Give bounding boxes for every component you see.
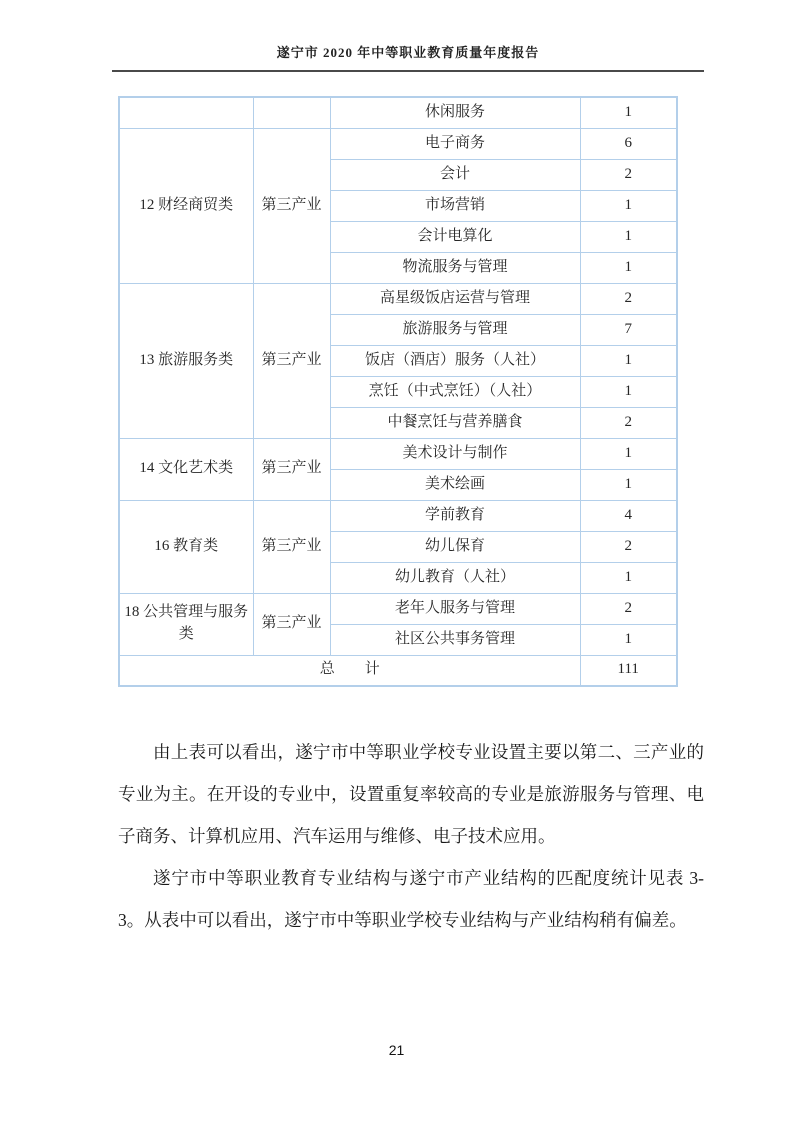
count-cell: 1 xyxy=(580,562,677,593)
total-row xyxy=(119,655,677,686)
industry-cell: 第三产业 xyxy=(253,500,330,593)
major-cell: 旅游服务与管理 xyxy=(330,314,580,345)
table-row xyxy=(119,283,677,314)
major-cell: 饭店（酒店）服务（人社） xyxy=(330,345,580,376)
page-header-title: 遂宁市 2020 年中等职业教育质量年度报告 xyxy=(276,45,540,60)
total-label-cell: 总 计 xyxy=(119,655,580,686)
table-row xyxy=(119,438,677,469)
industry-cell: 第三产业 xyxy=(253,128,330,283)
category-cell: 12 财经商贸类 xyxy=(119,128,253,283)
page-header xyxy=(112,42,704,72)
page-number: 21 xyxy=(388,1042,405,1058)
major-cell: 社区公共事务管理 xyxy=(330,624,580,655)
major-cell: 烹饪（中式烹饪）（人社） xyxy=(330,376,580,407)
category-cell: 18 公共管理与服务类 xyxy=(119,593,253,655)
major-cell: 市场营销 xyxy=(330,190,580,221)
major-cell: 电子商务 xyxy=(330,128,580,159)
count-cell: 2 xyxy=(580,531,677,562)
count-cell: 2 xyxy=(580,159,677,190)
industry-cell: 第三产业 xyxy=(253,283,330,438)
count-cell: 2 xyxy=(580,283,677,314)
count-cell: 1 xyxy=(580,624,677,655)
major-cell: 学前教育 xyxy=(330,500,580,531)
major-cell: 幼儿教育（人社） xyxy=(330,562,580,593)
category-cell: 13 旅游服务类 xyxy=(119,283,253,438)
count-cell: 1 xyxy=(580,345,677,376)
category-cell-empty xyxy=(119,97,253,128)
table-row xyxy=(119,593,677,624)
major-cell: 高星级饭店运营与管理 xyxy=(330,283,580,314)
major-cell: 美术绘画 xyxy=(330,469,580,500)
major-cell: 休闲服务 xyxy=(330,97,580,128)
count-cell: 4 xyxy=(580,500,677,531)
majors-table xyxy=(118,96,678,687)
total-value-cell: 111 xyxy=(580,655,677,686)
count-cell: 1 xyxy=(580,252,677,283)
major-cell: 幼儿保育 xyxy=(330,531,580,562)
count-cell: 6 xyxy=(580,128,677,159)
paragraph-1: 由上表可以看出，遂宁市中等职业学校专业设置主要以第二、三产业的专业为主。在开设的专业中，设置重复率较高的专业是旅游服务与管理、电子商务、计算机应用、汽车运用与维修、电子技术应用。 xyxy=(118,742,704,846)
major-cell: 会计 xyxy=(330,159,580,190)
count-cell: 2 xyxy=(580,407,677,438)
count-cell: 1 xyxy=(580,438,677,469)
paragraph-2: 遂宁市中等职业教育专业结构与遂宁市产业结构的匹配度统计见表 3-3。从表中可以看出，遂宁市中等职业学校专业结构与产业结构稍有偏差。 xyxy=(118,868,704,930)
industry-cell: 第三产业 xyxy=(253,438,330,500)
count-cell: 7 xyxy=(580,314,677,345)
category-cell: 16 教育类 xyxy=(119,500,253,593)
count-cell: 1 xyxy=(580,376,677,407)
count-cell: 1 xyxy=(580,469,677,500)
major-cell: 物流服务与管理 xyxy=(330,252,580,283)
count-cell: 2 xyxy=(580,593,677,624)
table-row xyxy=(119,97,677,128)
industry-cell-empty xyxy=(253,97,330,128)
category-cell: 14 文化艺术类 xyxy=(119,438,253,500)
body-text xyxy=(118,731,704,941)
table-row xyxy=(119,500,677,531)
count-cell: 1 xyxy=(580,190,677,221)
count-cell: 1 xyxy=(580,97,677,128)
table-row xyxy=(119,128,677,159)
major-cell: 中餐烹饪与营养膳食 xyxy=(330,407,580,438)
major-cell: 老年人服务与管理 xyxy=(330,593,580,624)
count-cell: 1 xyxy=(580,221,677,252)
major-cell: 会计电算化 xyxy=(330,221,580,252)
industry-cell: 第三产业 xyxy=(253,593,330,655)
major-cell: 美术设计与制作 xyxy=(330,438,580,469)
